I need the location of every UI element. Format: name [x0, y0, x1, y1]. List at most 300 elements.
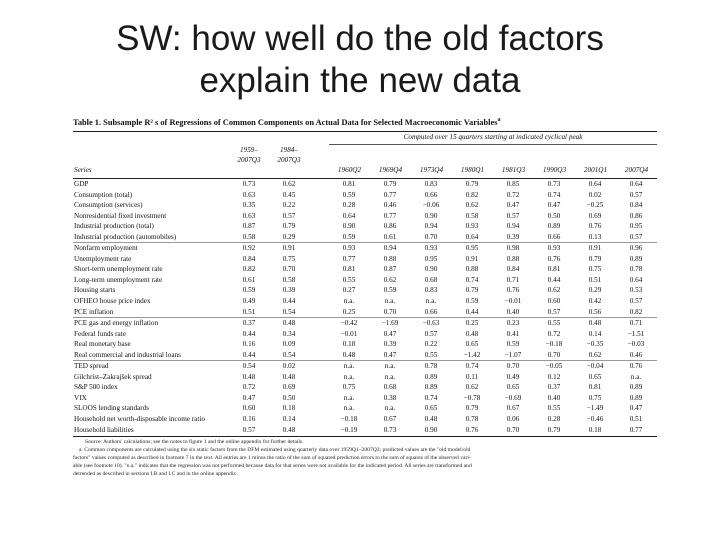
r2-value-cell: 0.74: [465, 362, 479, 371]
r2-value-cell: 0.14: [588, 329, 602, 338]
r2-value-cell: 0.70: [282, 265, 296, 274]
r2-value-cell: n.a.: [425, 297, 437, 306]
r2-value-cell: 0.75: [342, 383, 356, 392]
r2-value-cell: 0.89: [629, 383, 643, 392]
r2-value-cell: 0.81: [342, 265, 356, 274]
r2-value-cell: 0.48: [424, 415, 438, 424]
r2-value-cell: 0.27: [342, 286, 356, 295]
table-body: [73, 179, 657, 435]
r2-value-cell: 0.79: [465, 180, 479, 188]
r2-value-cell: n.a.: [343, 297, 355, 306]
r2-value-cell: 0.64: [342, 211, 356, 220]
r2-value-cell: 0.93: [465, 222, 479, 231]
note-a-line-4: detrended as described in sections I.B and I.C and in the online appendix: [73, 471, 237, 478]
r2-value-cell: 0.48: [282, 319, 296, 328]
r2-value-cell: 0.39: [282, 286, 296, 295]
r2-value-cell: 0.89: [629, 254, 643, 263]
r2-value-cell: 0.84: [242, 254, 256, 263]
table-row: [73, 296, 657, 307]
r2-value-cell: −0.63: [422, 319, 440, 328]
r2-value-cell: 0.73: [383, 425, 397, 434]
r2-value-cell: 0.53: [629, 286, 643, 295]
r2-value-cell: 0.54: [242, 362, 256, 371]
series-name: OFHEO house price index: [74, 297, 151, 306]
r2-value-cell: 0.57: [629, 297, 643, 306]
col1-top: 1959–: [240, 146, 258, 154]
r2-value-cell: 0.76: [588, 222, 602, 231]
r2-value-cell: 0.95: [424, 254, 438, 263]
r2-value-cell: 0.46: [383, 201, 397, 210]
series-name: Gilchrist–Zakrajšek spread: [74, 372, 152, 381]
series-name: Real monetary base: [74, 340, 131, 349]
r2-value-cell: 0.40: [506, 307, 520, 316]
table-row: [73, 179, 657, 190]
r2-value-cell: 0.57: [547, 307, 561, 316]
r2-value-cell: 0.48: [242, 372, 256, 381]
r2-value-cell: 0.56: [588, 307, 602, 316]
r2-value-cell: n.a.: [343, 393, 355, 402]
r2-value-cell: 0.39: [383, 340, 397, 349]
table-row: [73, 242, 657, 254]
table-row: [73, 307, 657, 318]
r2-value-cell: −0.42: [340, 319, 358, 328]
r2-value-cell: 0.70: [506, 362, 520, 371]
r2-value-cell: 0.40: [547, 393, 561, 402]
r2-value-cell: 0.95: [629, 222, 643, 231]
peak-header: 1969Q4: [378, 166, 403, 174]
r2-value-cell: 0.91: [465, 254, 479, 263]
r2-value-cell: 0.90: [424, 211, 438, 220]
table-notes: [73, 438, 657, 478]
r2-value-cell: 0.79: [465, 286, 479, 295]
table-row: [73, 190, 657, 201]
r2-value-cell: 0.64: [629, 275, 643, 284]
table-row: [73, 264, 657, 275]
r2-value-cell: 0.35: [242, 201, 256, 210]
table-row: [73, 382, 657, 393]
r2-value-cell: 0.70: [506, 425, 520, 434]
series-name: Nonresidential fixed investment: [74, 211, 167, 220]
r2-value-cell: 0.75: [588, 393, 602, 402]
r2-value-cell: 0.79: [465, 404, 479, 413]
r2-value-cell: 0.76: [506, 286, 520, 295]
r2-value-cell: 0.48: [465, 329, 479, 338]
r2-value-cell: 0.81: [588, 383, 602, 392]
series-name: Real commercial and industrial loans: [74, 350, 181, 359]
r2-value-cell: 0.28: [342, 201, 356, 210]
r2-value-cell: 0.79: [547, 425, 561, 434]
r2-value-cell: 0.54: [282, 307, 296, 316]
r2-value-cell: 0.79: [588, 254, 602, 263]
table-row: [73, 350, 657, 361]
r2-value-cell: 0.86: [629, 211, 643, 220]
r2-value-cell: 0.54: [282, 350, 296, 359]
r2-value-cell: 0.51: [242, 307, 256, 316]
r2-value-cell: −0.06: [422, 201, 440, 210]
r2-value-cell: 0.48: [342, 350, 356, 359]
r2-value-cell: 0.84: [629, 201, 643, 210]
caption-footnote-mark: a: [497, 117, 501, 123]
r2-value-cell: 0.22: [282, 201, 296, 210]
peak-header: 2007Q4: [624, 166, 649, 174]
slide-title: [0, 18, 720, 102]
r2-value-cell: 0.72: [506, 190, 520, 199]
r2-value-cell: −0.18: [545, 340, 563, 349]
r2-value-cell: 0.81: [342, 180, 356, 188]
table-row: [73, 372, 657, 383]
r2-value-cell: −0.05: [545, 362, 563, 371]
r2-value-cell: 0.63: [242, 190, 256, 199]
table-header: [73, 131, 657, 179]
group-rule: [329, 144, 657, 145]
r2-value-cell: 0.64: [588, 180, 602, 188]
r2-value-cell: 0.78: [629, 265, 643, 274]
table-row: [73, 339, 657, 350]
r2-value-cell: 0.66: [547, 232, 561, 241]
r2-value-cell: 0.34: [282, 329, 296, 338]
series-name: VIX: [74, 393, 87, 402]
r2-value-cell: −1.69: [381, 319, 399, 328]
series-name: Industrial production (automobiles): [74, 232, 177, 241]
r2-value-cell: 0.18: [588, 425, 602, 434]
series-name: Household net worth-disposable income ratio: [74, 415, 205, 424]
r2-value-cell: 0.57: [629, 190, 643, 199]
peak-header: 1981Q3: [501, 166, 526, 174]
col2-top: 1984–: [280, 146, 298, 154]
r2-value-cell: 0.87: [383, 265, 397, 274]
r2-value-cell: 0.88: [506, 254, 520, 263]
r2-value-cell: n.a.: [343, 404, 355, 413]
r2-value-cell: 0.47: [383, 329, 397, 338]
r2-value-cell: 0.29: [588, 286, 602, 295]
r2-value-cell: 0.06: [506, 415, 520, 424]
col1-bottom: 2007Q3: [237, 156, 261, 164]
r2-value-cell: 0.25: [465, 319, 479, 328]
table-row: [73, 393, 657, 404]
r2-value-cell: 0.57: [282, 211, 296, 220]
r2-value-cell: 0.63: [242, 211, 256, 220]
table-row: [73, 285, 657, 296]
r2-value-cell: 0.64: [465, 232, 479, 241]
r2-value-cell: 0.55: [547, 404, 561, 413]
r2-value-cell: 0.29: [282, 232, 296, 241]
series-name: Federal funds rate: [74, 329, 126, 338]
r2-value-cell: 0.91: [588, 244, 602, 253]
r2-value-cell: 0.58: [282, 275, 296, 284]
r2-value-cell: 0.82: [465, 190, 479, 199]
r2-value-cell: 0.62: [465, 383, 479, 392]
table-row: [73, 403, 657, 414]
r2-value-cell: 0.96: [629, 244, 643, 253]
r2-value-cell: 0.60: [242, 404, 256, 413]
r2-value-cell: n.a.: [384, 372, 396, 381]
r2-value-cell: 0.62: [282, 180, 296, 188]
r2-value-cell: 0.23: [506, 319, 520, 328]
r2-value-cell: 0.70: [424, 232, 438, 241]
r2-value-cell: 0.57: [506, 211, 520, 220]
r2-value-cell: −0.46: [586, 415, 604, 424]
peak-header: 1973Q4: [419, 166, 444, 174]
r2-value-cell: 0.62: [588, 350, 602, 359]
r2-value-cell: 0.47: [629, 404, 643, 413]
r2-value-cell: 0.94: [424, 222, 438, 231]
r2-value-cell: −0.19: [340, 425, 358, 434]
r2-value-cell: 0.50: [547, 211, 561, 220]
r2-value-cell: 0.81: [547, 265, 561, 274]
r2-value-cell: 0.59: [342, 232, 356, 241]
series-name: Unemployment rate: [74, 254, 132, 263]
r2-value-cell: 0.44: [465, 307, 479, 316]
note-a-line-3: able (see footnote 10). "n.a." indicates that the regression was not performed because data for that series were not available for the indicated period. All series are transformed and: [73, 463, 472, 470]
series-name: Nonfarm employment: [74, 244, 138, 253]
r2-value-cell: 0.46: [629, 350, 643, 359]
r2-value-cell: 0.70: [383, 307, 397, 316]
r2-value-cell: n.a.: [384, 404, 396, 413]
r2-value-cell: n.a.: [343, 362, 355, 371]
series-name: Consumption (total): [74, 190, 133, 199]
table-row: [73, 317, 657, 329]
r2-value-cell: 0.89: [424, 383, 438, 392]
r2-value-cell: 0.65: [424, 404, 438, 413]
r2-value-cell: 0.48: [282, 425, 296, 434]
r2-value-cell: 0.37: [547, 383, 561, 392]
r2-value-cell: 0.77: [342, 254, 356, 263]
r2-value-cell: 0.98: [506, 244, 520, 253]
peak-header: 1960Q2: [337, 166, 362, 174]
r2-value-cell: 0.39: [506, 232, 520, 241]
r2-value-cell: 0.57: [424, 329, 438, 338]
r2-value-cell: 0.59: [342, 190, 356, 199]
r2-value-cell: 0.37: [242, 319, 256, 328]
caption-text: Table 1. Subsample R² s of Regressions of Common Components on Actual Data for Selected Macroeconomic Variables: [73, 117, 498, 127]
r2-value-cell: −1.51: [627, 329, 645, 338]
r2-value-cell: 0.72: [547, 329, 561, 338]
series-name: TED spread: [74, 362, 109, 371]
r2-value-cell: 0.65: [588, 372, 602, 381]
r2-value-cell: 0.87: [242, 222, 256, 231]
r2-value-cell: 0.60: [547, 297, 561, 306]
r2-value-cell: 0.25: [342, 307, 356, 316]
r2-value-cell: 0.73: [547, 180, 561, 188]
r2-value-cell: 0.55: [342, 275, 356, 284]
r2-value-cell: 0.59: [383, 286, 397, 295]
r2-value-cell: 0.49: [506, 372, 520, 381]
r2-value-cell: 0.47: [242, 393, 256, 402]
r2-value-cell: 0.50: [282, 393, 296, 402]
r2-value-cell: 0.62: [383, 275, 397, 284]
table-row: [73, 425, 657, 436]
r2-value-cell: 0.66: [424, 190, 438, 199]
peak-header: 1990Q3: [542, 166, 567, 174]
r2-value-cell: 0.18: [342, 340, 356, 349]
r2-value-cell: 0.47: [547, 201, 561, 210]
col2-bottom: 2007Q3: [277, 156, 301, 164]
r2-value-cell: n.a.: [343, 372, 355, 381]
r2-value-cell: 0.57: [242, 425, 256, 434]
r2-value-cell: 0.59: [465, 297, 479, 306]
r2-value-cell: 0.78: [465, 415, 479, 424]
r2-value-cell: −0.18: [340, 415, 358, 424]
r2-value-cell: 0.14: [282, 415, 296, 424]
table-row: [73, 414, 657, 425]
r2-value-cell: 0.02: [282, 362, 296, 371]
r2-value-cell: 0.16: [242, 340, 256, 349]
r2-value-cell: 0.28: [547, 415, 561, 424]
r2-value-cell: −0.03: [627, 340, 645, 349]
r2-value-cell: 0.91: [282, 244, 296, 253]
table-row: [73, 329, 657, 340]
r2-value-cell: 0.49: [242, 297, 256, 306]
r2-value-cell: 0.02: [588, 190, 602, 199]
r2-value-cell: 0.57: [629, 232, 643, 241]
r2-value-cell: 0.77: [383, 211, 397, 220]
r2-value-cell: 0.42: [588, 297, 602, 306]
r2-value-cell: 0.66: [424, 307, 438, 316]
table-bottom-rule: [73, 436, 657, 437]
r2-value-cell: 0.68: [424, 275, 438, 284]
r2-value-cell: 0.62: [547, 286, 561, 295]
r2-value-cell: 0.44: [282, 297, 296, 306]
r2-value-cell: 0.70: [547, 350, 561, 359]
r2-value-cell: 0.93: [342, 244, 356, 253]
r2-value-cell: 0.92: [242, 244, 256, 253]
r2-value-cell: −0.78: [463, 393, 481, 402]
r2-value-cell: 0.85: [506, 180, 520, 188]
r2-value-cell: 0.83: [424, 286, 438, 295]
r2-value-cell: 0.51: [588, 275, 602, 284]
series-name: Household liabilities: [74, 425, 134, 434]
title-line-1: SW: how well do the old factors: [116, 19, 604, 58]
r2-value-cell: 0.71: [629, 319, 643, 328]
table-row: [73, 360, 657, 372]
r2-value-cell: n.a.: [384, 362, 396, 371]
r2-value-cell: 0.89: [424, 372, 438, 381]
group-label: Computed over 15 quarters starting at indicated cyclical peak: [403, 133, 583, 141]
r2-value-cell: 0.61: [383, 232, 397, 241]
r2-value-cell: 0.76: [465, 425, 479, 434]
r2-value-cell: 0.74: [547, 190, 561, 199]
r2-value-cell: 0.89: [547, 222, 561, 231]
r2-value-cell: 0.82: [242, 265, 256, 274]
r2-value-cell: 0.61: [242, 275, 256, 284]
r2-value-cell: 0.94: [383, 244, 397, 253]
r2-value-cell: 0.76: [629, 362, 643, 371]
r2-value-cell: 0.83: [424, 180, 438, 188]
r2-value-cell: 0.44: [242, 329, 256, 338]
r2-value-cell: 0.58: [465, 211, 479, 220]
r2-value-cell: 0.41: [506, 329, 520, 338]
r2-value-cell: 0.58: [242, 232, 256, 241]
r2-value-cell: 0.76: [547, 254, 561, 263]
r2-value-cell: 0.65: [506, 383, 520, 392]
r2-value-cell: −0.01: [504, 297, 522, 306]
series-name: PCE inflation: [74, 307, 114, 316]
r2-value-cell: −0.25: [586, 201, 604, 210]
r2-value-cell: 0.74: [424, 393, 438, 402]
r2-value-cell: n.a.: [384, 297, 396, 306]
r2-value-cell: 0.55: [424, 350, 438, 359]
r2-value-cell: 0.77: [383, 190, 397, 199]
series-name: S&P 500 index: [74, 383, 118, 392]
r2-value-cell: 0.75: [282, 254, 296, 263]
r2-value-cell: 0.78: [424, 362, 438, 371]
series-name: SLOOS lending standards: [74, 404, 150, 413]
r2-value-cell: 0.93: [547, 244, 561, 253]
series-label: Series: [74, 166, 92, 174]
r2-value-cell: 0.47: [383, 350, 397, 359]
r2-value-cell: −1.07: [504, 350, 522, 359]
r2-value-cell: 0.88: [383, 254, 397, 263]
r2-value-cell: 0.71: [506, 275, 520, 284]
r2-value-cell: 0.84: [506, 265, 520, 274]
table-figure: [73, 117, 657, 478]
r2-value-cell: 0.79: [383, 180, 397, 188]
r2-value-cell: 0.47: [506, 201, 520, 210]
r2-value-cell: 0.73: [242, 180, 256, 188]
r2-value-cell: 0.90: [342, 222, 356, 231]
note-a-line-2: factors" values computed as described in footnote 7 in the text. All entries are 1 minus the ratio of the sum of squared prediction errors to the sum of squares of the observed vari-: [73, 455, 471, 462]
r2-value-cell: 0.44: [242, 350, 256, 359]
r2-value-cell: 0.44: [547, 275, 561, 284]
r2-value-cell: 0.82: [629, 307, 643, 316]
series-name: Long-term unemployment rate: [74, 275, 163, 284]
series-name: Consumption (services): [74, 201, 143, 210]
r2-value-cell: 0.77: [629, 425, 643, 434]
r2-value-cell: 0.69: [588, 211, 602, 220]
r2-value-cell: 0.38: [383, 393, 397, 402]
series-name: Industrial production (total): [74, 222, 154, 231]
r2-value-cell: −1.49: [586, 404, 604, 413]
r2-value-cell: 0.62: [465, 201, 479, 210]
note-source: Source: Authors' calculations; see the notes to figure 1 and the online appendix for further details.: [85, 439, 304, 446]
series-name: Housing starts: [74, 286, 116, 295]
r2-value-cell: 0.79: [282, 222, 296, 231]
table-row: [73, 221, 657, 232]
table-caption: [73, 117, 657, 129]
table-row: [73, 275, 657, 286]
series-name: GDP: [74, 180, 89, 188]
r2-value-cell: 0.51: [629, 415, 643, 424]
r2-value-cell: 0.88: [465, 265, 479, 274]
r2-value-cell: 0.12: [547, 372, 561, 381]
r2-value-cell: 0.74: [465, 275, 479, 284]
r2-value-cell: n.a.: [630, 372, 642, 381]
r2-value-cell: −0.04: [586, 362, 604, 371]
r2-value-cell: −1.42: [463, 350, 481, 359]
note-a-line-1: a. Common components are calculated using the six static factors from the DFM estimated using quarterly data over 1959Q1–2007Q3; predicted values are the "old model/old: [79, 447, 471, 454]
r2-value-cell: 0.13: [588, 232, 602, 241]
r2-value-cell: −0.01: [340, 329, 358, 338]
r2-value-cell: 0.90: [424, 265, 438, 274]
r2-value-cell: 0.67: [383, 415, 397, 424]
r2-value-cell: 0.65: [465, 340, 479, 349]
table-row: [73, 211, 657, 222]
r2-value-cell: 0.94: [506, 222, 520, 231]
r2-value-cell: 0.68: [383, 383, 397, 392]
r2-value-cell: −0.35: [586, 340, 604, 349]
series-name: Short-term unemployment rate: [74, 265, 163, 274]
table-row: [73, 200, 657, 211]
r2-value-cell: 0.64: [629, 180, 643, 188]
r2-value-cell: 0.11: [465, 372, 479, 381]
r2-value-cell: 0.16: [242, 415, 256, 424]
r2-value-cell: 0.45: [282, 190, 296, 199]
r2-value-cell: 0.67: [506, 404, 520, 413]
r2-value-cell: 0.48: [282, 372, 296, 381]
r2-value-cell: 0.69: [282, 383, 296, 392]
r2-value-cell: 0.59: [506, 340, 520, 349]
r2-value-cell: 0.86: [383, 222, 397, 231]
